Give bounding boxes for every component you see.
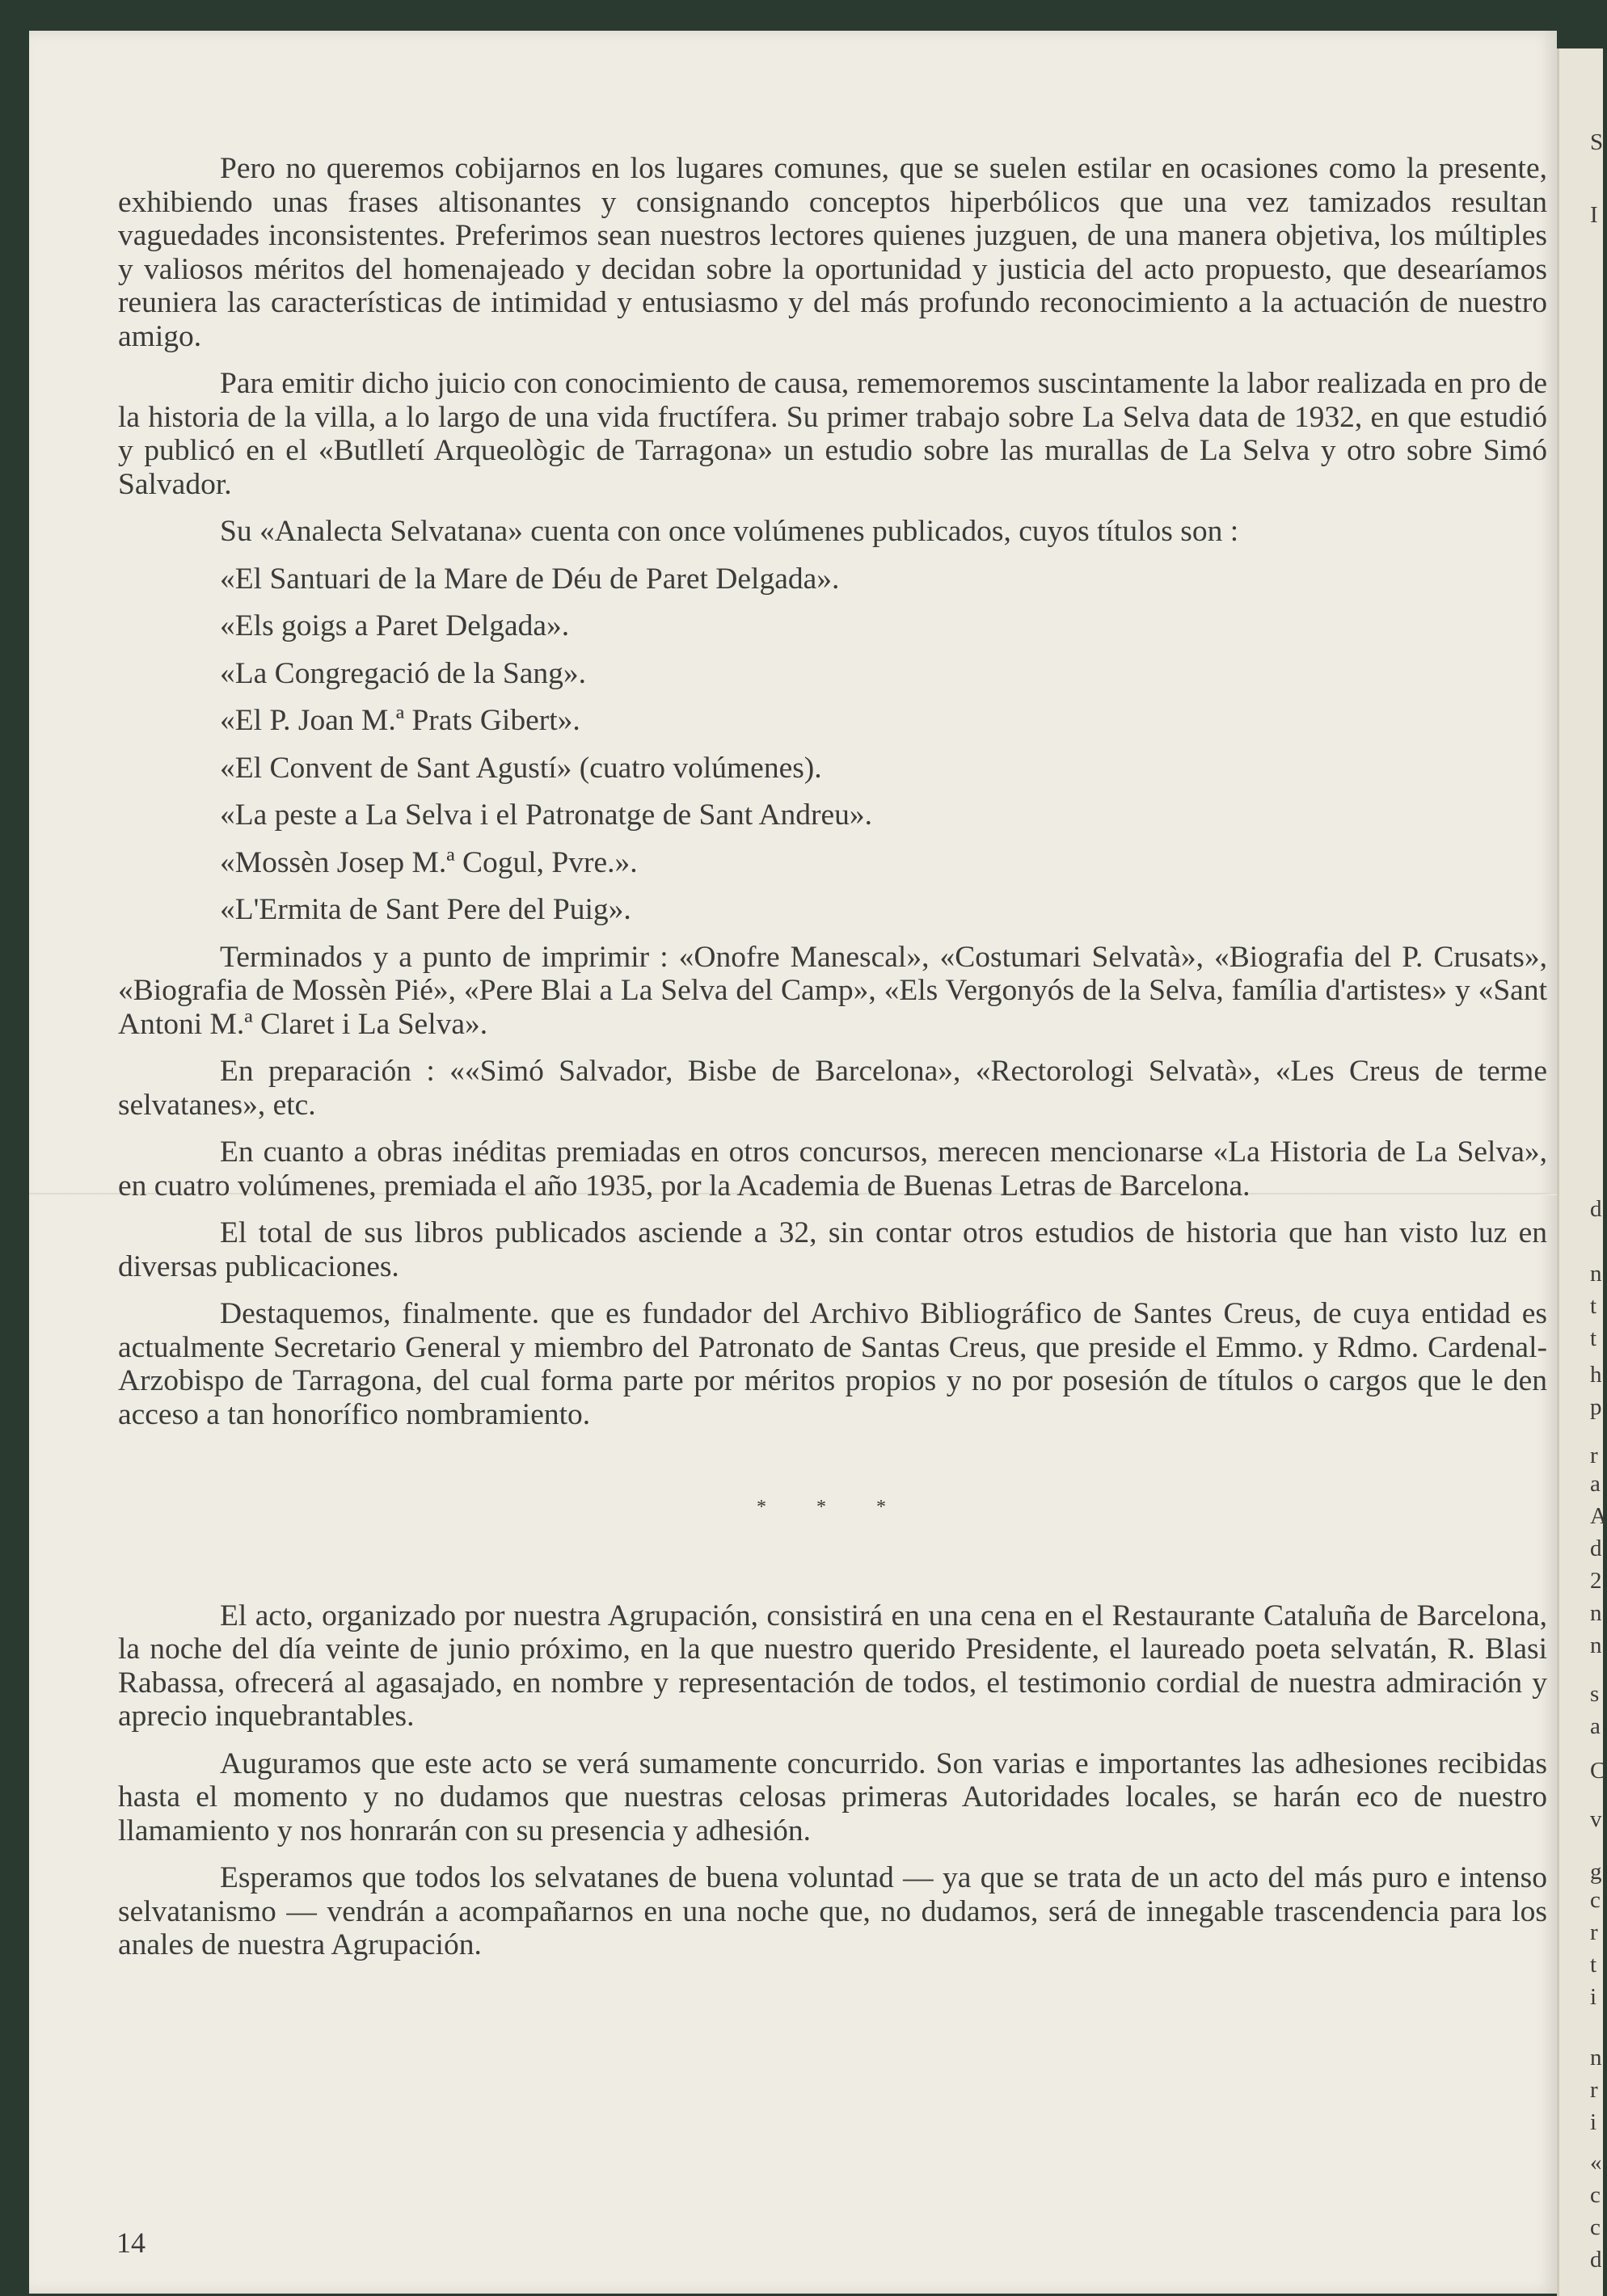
adjacent-page-letter: a xyxy=(1590,1713,1601,1739)
adjacent-page-letter: r xyxy=(1590,2077,1598,2103)
volume-title: «La peste a La Selva i el Patronatge de Sant Andreu». xyxy=(220,798,873,832)
article-body xyxy=(118,152,1547,1976)
volume-title: «Mossèn Josep M.ª Cogul, Pvre.». xyxy=(220,845,638,879)
adjacent-page-letter: n xyxy=(1590,2045,1602,2071)
volume-title-list xyxy=(118,562,1547,927)
volume-title: «El Santuari de la Mare de Déu de Paret Delgada». xyxy=(220,562,840,596)
adjacent-page-letter: c xyxy=(1590,2214,1601,2240)
adjacent-page-letter: n xyxy=(1590,1632,1602,1658)
paragraph-event: El acto, organizado por nuestra Agrupación, consistirá en una cena en el Restaurante Cataluña de Barcelona, la noche del día veinte de junio próximo, en la que nuestro querido Presidente, el laureado poeta selvatán, R. Blasi Rabassa, ofrecerá al agasajado, en nombre y representación de todos, el testimonio cordial de nuestra admiración y aprecio inquebrantables. xyxy=(118,1599,1547,1733)
adjacent-page-letter: d xyxy=(1590,1536,1602,1561)
adjacent-page-letter: t xyxy=(1590,1325,1597,1351)
adjacent-page-letter: 2 xyxy=(1590,1568,1602,1594)
paragraph-in-preparation: En preparación : ««Simó Salvador, Bisbe de Barcelona», «Rectorologi Selvatà», «Les Creus de terme selvatanes», etc. xyxy=(118,1055,1547,1122)
adjacent-page-letter: S xyxy=(1590,129,1604,155)
adjacent-page-letter: d xyxy=(1590,1196,1602,1222)
paragraph-intro: Pero no queremos cobijarnos en los lugares comunes, que se suelen estilar en ocasiones como la presente, exhibiendo unas frases altisonantes y consignando conceptos hiperbólicos que una vez tamizados resultan vaguedades inconsistentes. Preferimos sean nuestros lectores quienes juzguen, de una manera objetiva, los múltiples y valiosos méritos del homenajeado y decidan sobre la oportunidad y justicia del acto propuesto, que desearíamos reuniera las características de intimidad y entusiasmo y del más profundo reconocimiento a la actuación de nuestro amigo. xyxy=(118,152,1547,353)
volume-title: «L'Ermita de Sant Pere del Puig». xyxy=(220,893,631,926)
adjacent-page-letter: c xyxy=(1590,2182,1601,2208)
volume-title: «El Convent de Sant Agustí» (cuatro volúmenes). xyxy=(220,751,822,785)
adjacent-page-letter: h xyxy=(1590,1362,1602,1388)
page xyxy=(29,31,1557,2294)
adjacent-page-letter: n xyxy=(1590,1261,1602,1287)
adjacent-page-letter: A xyxy=(1590,1503,1607,1529)
adjacent-page-letter: t xyxy=(1590,1293,1597,1319)
paragraph-ready-to-print: Terminados y a punto de imprimir : «Onofre Manescal», «Costumari Selvatà», «Biografia del P. Crusats», «Biografia de Mossèn Pié», «Pere Blai a La Selva del Camp», «Els Vergonyós de la Selva, família d'artistes» y «Sant Antoni M.ª Claret i La Selva». xyxy=(118,940,1547,1041)
adjacent-page-letter: t xyxy=(1590,1952,1597,1978)
adjacent-page-letter: c xyxy=(1590,1887,1601,1913)
adjacent-page-letter: n xyxy=(1590,1600,1602,1626)
adjacent-page-letter: v xyxy=(1590,1806,1602,1832)
paragraph-adhesions: Auguramos que este acto se verá sumamente concurrido. Son varias e importantes las adhesiones recibidas hasta el momento y no dudamos que nuestras celosas primeras Autoridades locales, se harán eco de nuestro llamamiento y nos honrarán con su presencia y adhesión. xyxy=(118,1746,1547,1847)
paragraph-total-books: El total de sus libros publicados asciende a 32, sin contar otros estudios de historia que han visto luz en diversas publicaciones. xyxy=(118,1216,1547,1283)
adjacent-page-letter: C xyxy=(1590,1758,1606,1784)
adjacent-page-letter: « xyxy=(1590,2150,1602,2176)
adjacent-page-letter: r xyxy=(1590,1919,1598,1945)
adjacent-page-letter: r xyxy=(1590,1443,1598,1468)
adjacent-page-letter: i xyxy=(1590,1984,1597,2010)
page-number: 14 xyxy=(116,2226,146,2259)
volume-title: «Els goigs a Paret Delgada». xyxy=(220,609,570,642)
adjacent-page-letter: I xyxy=(1590,202,1598,228)
section-separator: * * * xyxy=(757,1497,909,1518)
adjacent-page-letter: i xyxy=(1590,2109,1597,2135)
volume-title: «La Congregació de la Sang». xyxy=(220,656,586,690)
adjacent-page-letter: p xyxy=(1590,1394,1602,1420)
adjacent-page-letter: a xyxy=(1590,1471,1601,1497)
adjacent-page-letter: d xyxy=(1590,2247,1602,2273)
paragraph-closing: Esperamos que todos los selvatanes de buena voluntad — ya que se trata de un acto del más puro e intenso selvatanismo — vendrán a acompañarnos en una noche que, no dudamos, será de innegable trascendencia para los anales de nuestra Agrupación. xyxy=(118,1861,1547,1961)
adjacent-page-edge xyxy=(1557,48,1607,2296)
paragraph-awarded-works: En cuanto a obras inéditas premiadas en otros concursos, merecen mencionarse «La Historia de La Selva», en cuatro volúmenes, premiada el año 1935, por la Academia de Buenas Letras de Barcelona. xyxy=(118,1135,1547,1203)
paragraph-archive-founder: Destaquemos, finalmente. que es fundador del Archivo Bibliográfico de Santes Creus, de cuya entidad es actualmente Secretario General y miembro del Patronato de Santas Creus, que preside el Emmo. y Rdmo. Cardenal-Arzobispo de Tarragona, del cual forma parte por méritos propios y no por posesión de títulos o cargos que le den acceso a tan honorífico nombramiento. xyxy=(118,1297,1547,1431)
adjacent-page-letter: s xyxy=(1590,1681,1600,1707)
adjacent-page-letter: g xyxy=(1590,1859,1602,1885)
paragraph-analecta: Su «Analecta Selvatana» cuenta con once volúmenes publicados, cuyos títulos son : xyxy=(220,515,1239,548)
paragraph-first-work: Para emitir dicho juicio con conocimiento de causa, rememoremos suscintamente la labor realizada en pro de la historia de la villa, a lo largo de una vida fructífera. Su primer trabajo sobre La Selva data de 1932, en que estudió y publicó en el «Butlletí Arqueològic de Tarragona» un estudio sobre las murallas de La Selva y otro sobre Simó Salvador. xyxy=(118,367,1547,501)
volume-title: «El P. Joan M.ª Prats Gibert». xyxy=(220,704,580,737)
